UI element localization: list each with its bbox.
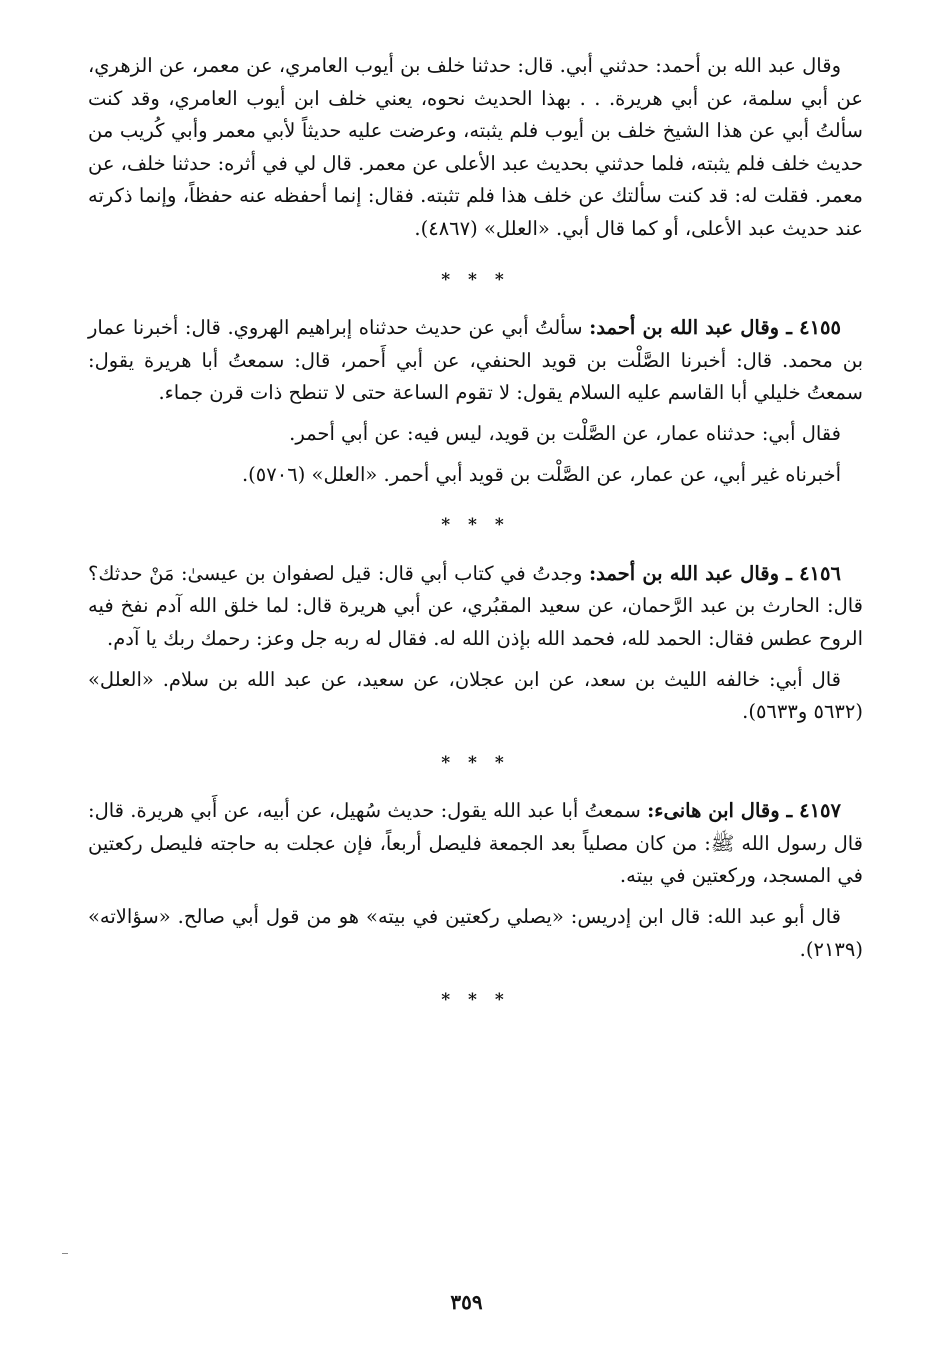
entry-4156-text: وجدتُ في كتاب أبي قال: قيل لصفوان بن عيسىٰ: مَنْ حدثك؟ قال: الحارث بن عبد الرَّحمان، عن سعيد المقبُري، عن أبي هريرة قال: لما خلق الله آدم نفخ فيه الروح عطس فقال: الحمد لله، فحمد الله بإذن الله له. فقال له ربه جل وعز: رحمك ربك يا آدم. bbox=[88, 561, 863, 650]
section-separator: * * * bbox=[441, 269, 510, 290]
page-number: ٣٥٩ bbox=[450, 1290, 483, 1314]
entry-4156-paragraph bbox=[88, 558, 863, 656]
entry-4157-paragraph bbox=[88, 795, 863, 893]
entry-4155-lead: ٤١٥٥ ـ وقال عبد الله بن أحمد: bbox=[589, 316, 841, 340]
section-separator: * * * bbox=[441, 515, 510, 536]
entry-4155-text: سألتُ أبي عن حديث حدثناه إبراهيم الهروي. قال: أخبرنا عمار بن محمد. قال: أخبرنا الصَّلْت بن قويد الحنفي، عن أبي أَحمر، قال: سمعتُ أبا هريرة يقول: سمعتُ خليلي أبا القاسم عليه السلام يقول: لا تقوم الساعة حتى لا تنطح ذات قرن جماء. bbox=[88, 316, 863, 405]
entry-4157-text: سمعتُ أبا عبد الله يقول: حديث سُهيل، عن أبيه، عن أَبي هريرة. قال: قال رسول الله ﷺ: من كان مصلياً بعد الجمعة فليصل أربعاً، فإن عجلت به حاجته فليصل ركعتين في المسجد، وركعتين في بيته. bbox=[88, 799, 863, 888]
entry-4156-lead: ٤١٥٦ ـ وقال عبد الله بن أحمد: bbox=[588, 561, 841, 585]
entry-4157-lead: ٤١٥٧ ـ وقال ابن هانىء: bbox=[647, 799, 841, 823]
entry-4155-note-1: فقال أبي: حدثناه عمار، عن الصَّلْت بن قويد، ليس فيه: عن أبي أحمر. bbox=[289, 421, 841, 445]
entry-4157-note-1: قال أبو عبد الله: قال ابن إدريس: «يصلي ركعتين في بيته» هو من قول أبي صالح. «سؤالاته» (٢١٣٩). bbox=[88, 905, 863, 961]
section-separator: * * * bbox=[441, 990, 510, 1011]
page-body bbox=[88, 50, 863, 1033]
entry-4155-note-2: أخبرناه غير أبي، عن عمار، عن الصَّلْت بن قويد أبي أحمر. «العلل» (٥٧٠٦). bbox=[241, 462, 841, 486]
margin-mark bbox=[62, 1253, 68, 1254]
entry-4156-note-1: قال أبي: خالفه الليث بن سعد، عن ابن عجلان، عن سعيد، عن عبد الله بن سلام. «العلل» (٥٦٣٢ و٥٦٣٣). bbox=[88, 667, 863, 724]
entry-4155-paragraph bbox=[88, 312, 863, 410]
entry-intro-paragraph: وقال عبد الله بن أحمد: حدثني أبي. قال: حدثنا خلف بن أيوب العامري، عن معمر، عن الزهري، عن أبي سلمة، عن أبي هريرة. . . بهذا الحديث نحوه، يعني خلف ابن أيوب العامري، وقد كنت سألتُ أبي عن هذا الشيخ خلف بن أيوب فلم يثبته، وعرضت عليه حديثاً لأبي معمر وأبي كُريب من حديث خلف فلم يثبته، فلما حدثني بحديث عبد الأعلى عن معمر. قال لي في أثره: حدثنا خلف، عن معمر. فقلت له: قد كنت سألتك عن خلف هذا فلم تثبته. فقال: إنما أحفظه عنه حفظاً، وإنما ذكرته عند حديث عبد الأعلى، أو كما قال أبي. «العلل» (٤٨٦٧). bbox=[88, 54, 863, 240]
section-separator: * * * bbox=[441, 752, 510, 773]
